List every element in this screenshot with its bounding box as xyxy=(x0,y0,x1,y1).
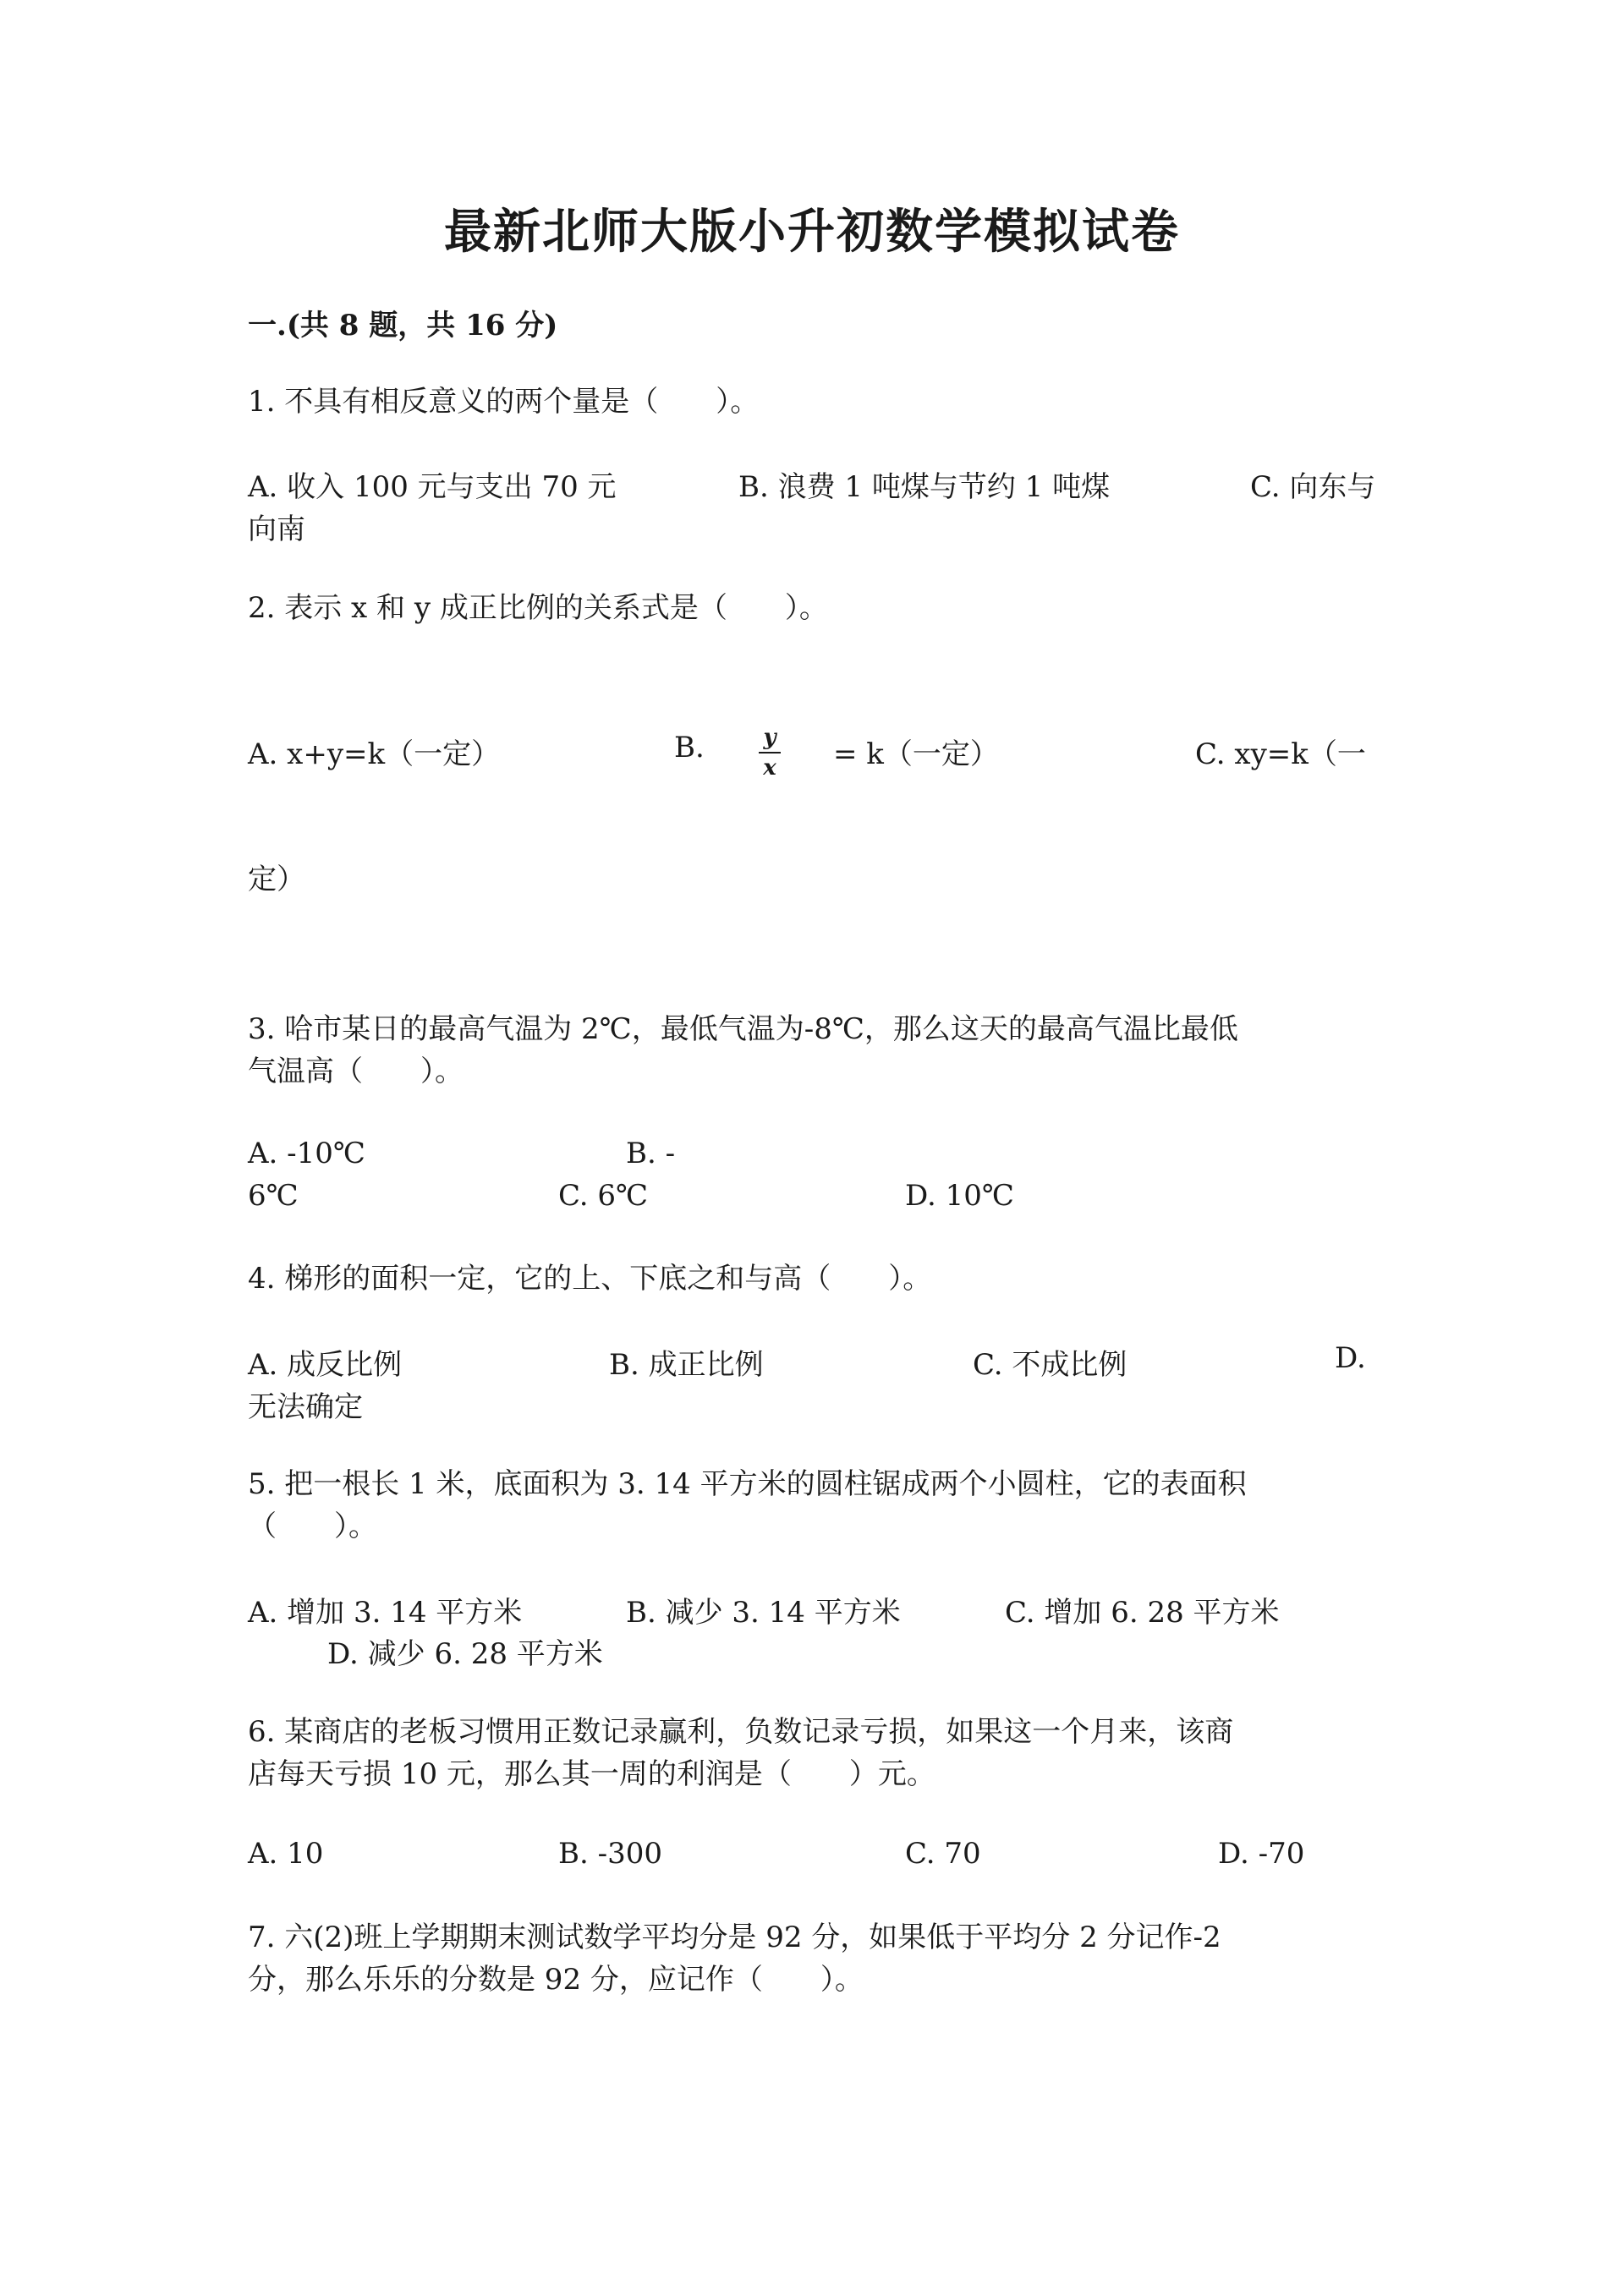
question-stem: 4. 梯形的面积一定，它的上、下底之和与高（ ）。 xyxy=(248,1262,932,1296)
option-c-continued: 向南 xyxy=(248,512,305,546)
option-b: B. 成正比例 xyxy=(609,1348,764,1382)
question-stem-line-2: （ ）。 xyxy=(248,1510,377,1543)
option-b: B. 浪费 1 吨煤与节约 1 吨煤 xyxy=(738,470,1111,504)
option-b: B. - xyxy=(626,1137,676,1170)
page-title: 最新北师大版小升初数学模拟试卷 xyxy=(444,204,1180,260)
fraction-y-over-x xyxy=(755,725,784,781)
option-b-equation: = k（一定） xyxy=(833,737,999,771)
section-heading: 一.(共 8 题，共 16 分) xyxy=(248,309,558,342)
question-stem: 2. 表示 x 和 y 成正比例的关系式是（ ）。 xyxy=(248,591,828,625)
option-b-continued: 6℃ xyxy=(248,1179,299,1213)
question-stem-line-2: 店每天亏损 10 元，那么其一周的利润是（ ）元。 xyxy=(248,1757,935,1791)
option-c: C. 6℃ xyxy=(558,1179,649,1213)
option-a: A. 增加 3. 14 平方米 xyxy=(248,1596,523,1630)
option-c: C. 增加 6. 28 平方米 xyxy=(1005,1596,1280,1630)
question-stem-line-2: 分，那么乐乐的分数是 92 分，应记作（ ）。 xyxy=(248,1963,864,1997)
fraction-numerator: y xyxy=(763,725,776,750)
option-a: A. x+y=k（一定） xyxy=(248,737,501,771)
option-b-label: B. xyxy=(674,731,705,764)
question-stem-line-1: 6. 某商店的老板习惯用正数记录赢利，负数记录亏损，如果这一个月来，该商 xyxy=(248,1715,1234,1749)
option-d: D. xyxy=(1335,1341,1366,1375)
option-a: A. 收入 100 元与支出 70 元 xyxy=(248,470,617,504)
option-c: C. xy=k（一 xyxy=(1195,737,1366,771)
option-d: D. 10℃ xyxy=(905,1179,1014,1213)
fraction-bar xyxy=(759,752,781,753)
option-a: A. -10℃ xyxy=(248,1137,365,1170)
option-d: D. 减少 6. 28 平方米 xyxy=(327,1637,603,1671)
question-stem-line-2: 气温高（ ）。 xyxy=(248,1055,464,1088)
option-b: B. 减少 3. 14 平方米 xyxy=(626,1596,901,1630)
fraction-denominator: x xyxy=(763,755,776,781)
question-stem: 1. 不具有相反意义的两个量是（ ）。 xyxy=(248,385,760,419)
option-a: A. 10 xyxy=(248,1837,324,1871)
question-stem-line-1: 5. 把一根长 1 米，底面积为 3. 14 平方米的圆柱锯成两个小圆柱，它的表面积 xyxy=(248,1467,1247,1501)
option-a: A. 成反比例 xyxy=(248,1348,403,1382)
option-b: B. -300 xyxy=(558,1837,662,1871)
option-c: C. 不成比例 xyxy=(973,1348,1127,1382)
question-stem-line-1: 7. 六(2)班上学期期末测试数学平均分是 92 分，如果低于平均分 2 分记作-2 xyxy=(248,1921,1221,1954)
option-c: C. 向东与 xyxy=(1250,470,1376,504)
option-c: C. 70 xyxy=(905,1837,981,1871)
question-stem-line-1: 3. 哈市某日的最高气温为 2℃，最低气温为-8℃，那么这天的最高气温比最低 xyxy=(248,1012,1238,1046)
option-d-continued: 无法确定 xyxy=(248,1390,363,1424)
option-c-continued: 定） xyxy=(248,863,305,896)
option-d: D. -70 xyxy=(1218,1837,1305,1871)
